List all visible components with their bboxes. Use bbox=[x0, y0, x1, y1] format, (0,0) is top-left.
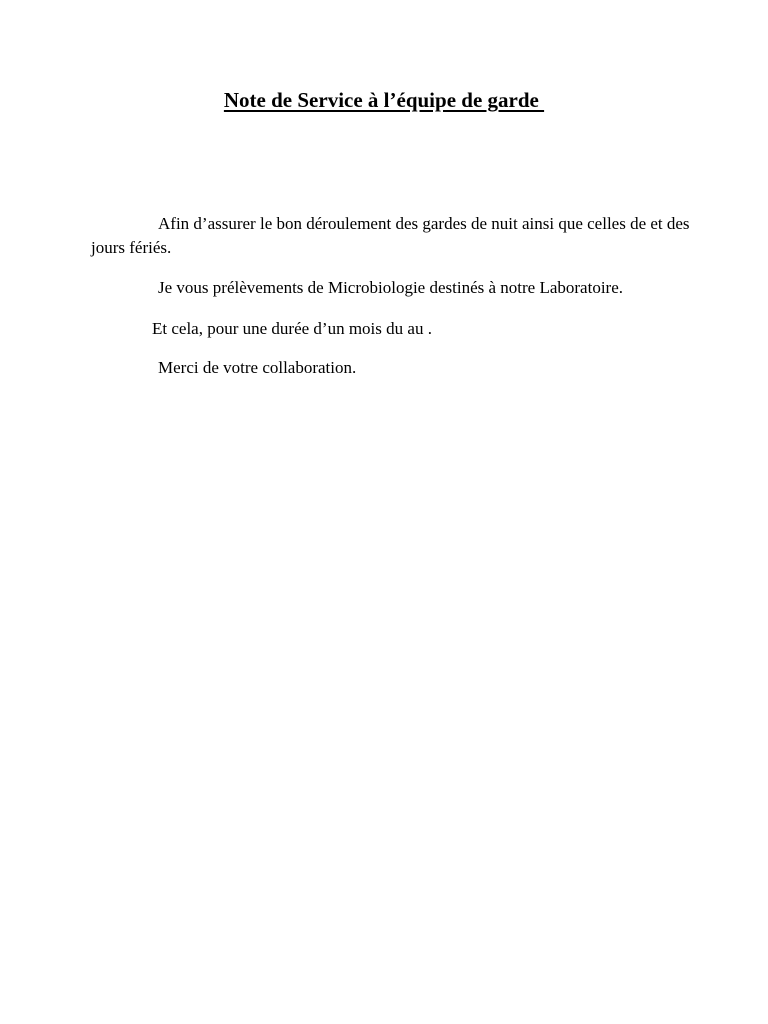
paragraph-thanks: Merci de votre collaboration. bbox=[158, 358, 357, 377]
paragraph-guard-schedule: Afin d’assurer le bon déroulement des gardes de nuit ainsi que celles de et des jours fériés. bbox=[91, 214, 690, 257]
paragraph-duration: Et cela, pour une durée d’un mois du au . bbox=[152, 319, 432, 338]
document-title: Note de Service à l’équipe de garde bbox=[223, 88, 545, 112]
paragraph-microbiology-samples: Je vous prélèvements de Microbiologie destinés à notre Laboratoire. bbox=[158, 278, 623, 297]
document-body bbox=[91, 212, 691, 380]
